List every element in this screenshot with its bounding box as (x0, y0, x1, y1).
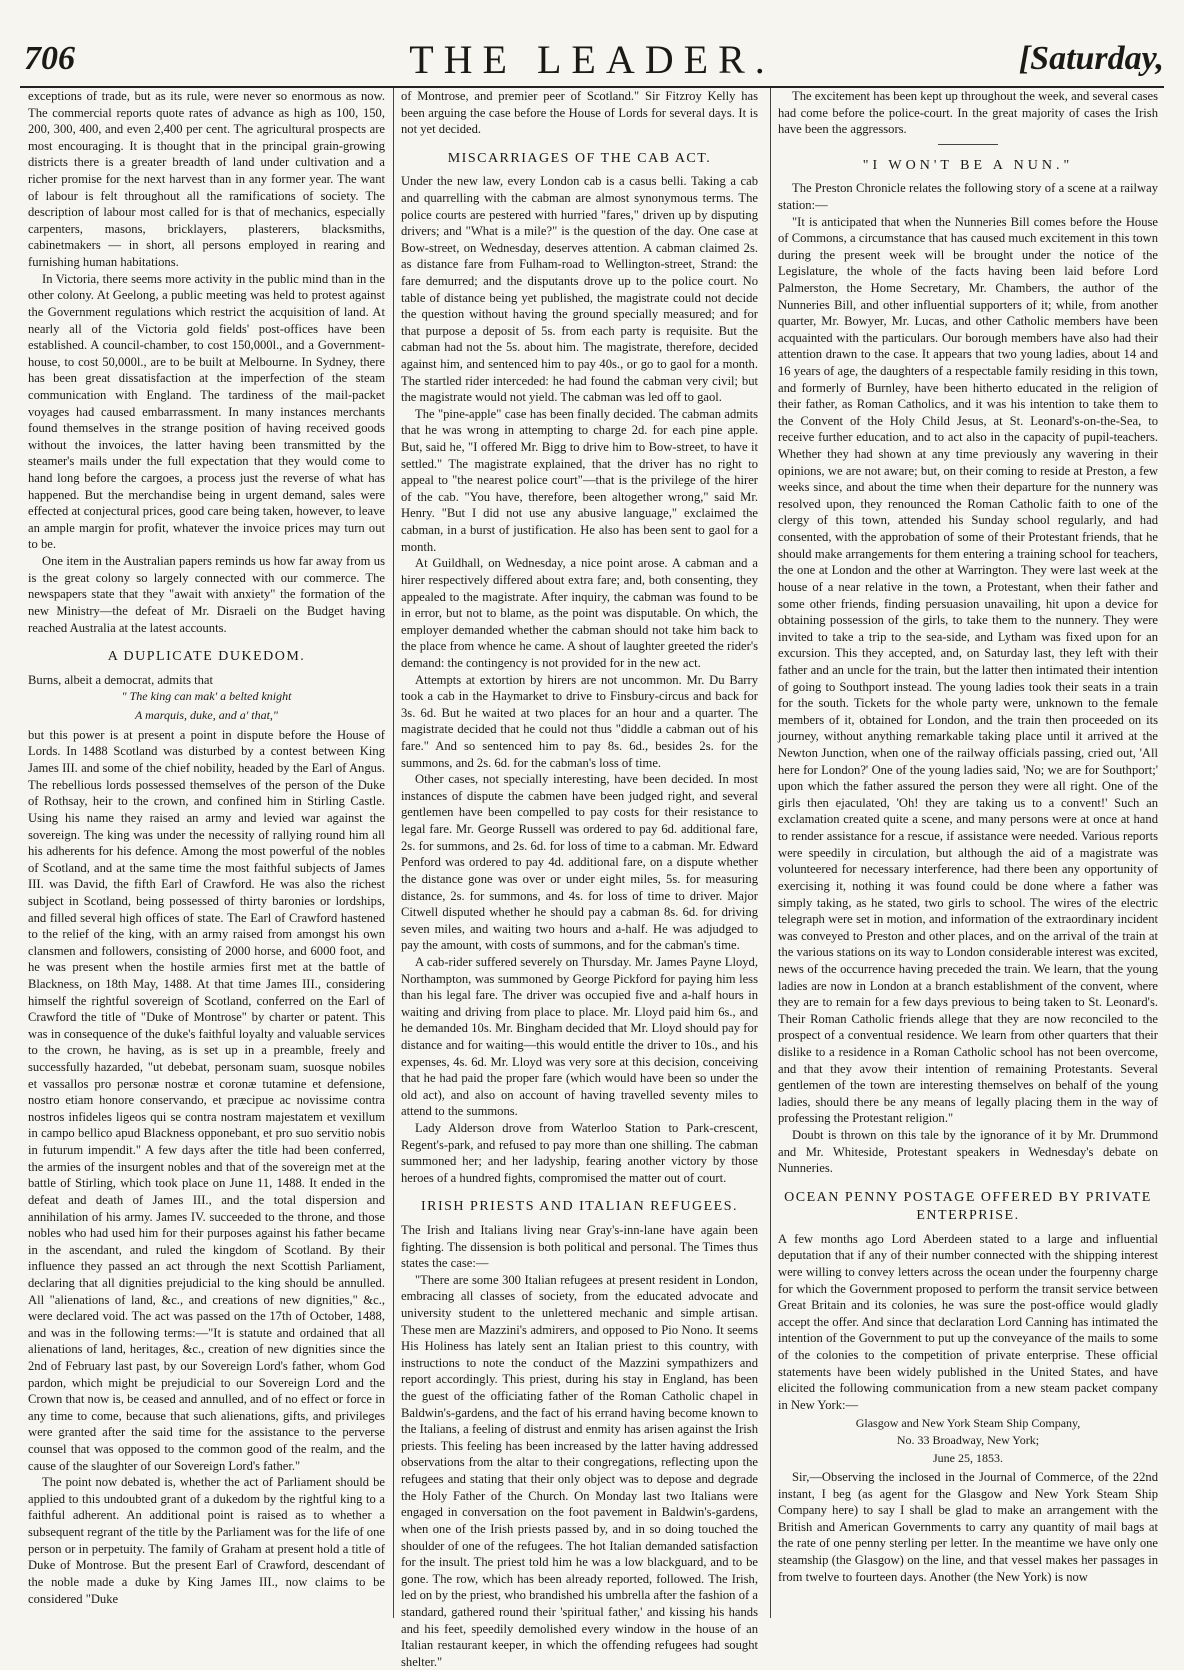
article-heading: MISCARRIAGES OF THE CAB ACT. (447, 150, 712, 166)
column-divider (770, 88, 771, 1618)
paragraph: Attempts at extortion by hirers are not uncommon. Mr. Du Barry took a cab in the Haymarket to drive to Finsbury-circus and back for 3s. 6d. But he waited at two places for an hour and a quarter. The magistrate decided that he could not thus "diddle a cabman out of his fare." And so sentenced him to pay 8s. 6d., besides 2s. for the summons, and 2s. 6d. for the cabman's loss of time. (401, 672, 758, 770)
column-1 (28, 88, 385, 1618)
paragraph: The excitement has been kept up throughout the week, and several cases had come before the police-court. In the great majority of cases the Irish have been the aggressors. (778, 89, 1158, 137)
paragraph: The Irish and Italians living near Gray's-inn-lane have again been fighting. The dissension is both political and personal. The Times thus states the case:— (401, 1222, 758, 1271)
column-2 (401, 88, 758, 1669)
masthead (20, 36, 1164, 88)
newspaper-title: THE LEADER. (409, 37, 775, 82)
address-line: No. 33 Broadway, New York; (896, 1433, 1040, 1448)
article-heading: "I WON'T BE A NUN." (862, 157, 1074, 173)
paragraph: One item in the Australian papers reminds us how far away from us is the great colony so largely connected with our commerce. The newspapers state that they "await with anxiety" the formation of the new Ministry—the defeat of Mr. Disraeli on the Budget having reached Australia at the latest accounts. (28, 554, 385, 635)
paragraph: Sir,—Observing the inclosed in the Journal of Commerce, of the 22nd instant, I beg (as agent for the Glasgow and New York Steam Ship Company here) to say I shall be glad to make an arrangement with the British and American Governments to carry any quantity of mail bags at the rate of one penny sterling per letter. In the meantime we have only one steamship (the Glasgow) on the line, and that vessel makes her passages in from twelve to fourteen days. Another (the New York) is now (778, 1469, 1158, 1584)
paragraph: Other cases, not specially interesting, have been decided. In most instances of dispute the cabmen have been judged right, and several gentlemen have been compelled to pay costs for their resistance to legal fare. Mr. George Russell was ordered to pay 6d. additional fare, 2s. for summons, and 2s. 6d. for loss of time to a cabman. Mr. Edward Penford was ordered to pay 4d. additional fare, on a dispute whether the distance gone was over or under eight miles, 5s. for measuring distance, 2s. for summons, and 4s. for loss of time to driver. Major Citwell disputed whether he should pay a cabman 8s. 6d. for driving seven miles, and waiting two hours and a-half. He was adjudged to pay the amount, with costs of summons, and for the cabman's time. (401, 772, 758, 953)
paragraph: Doubt is thrown on this tale by the ignorance of it by Mr. Drummond and Mr. Whiteside, Protestant speakers in Wednesday's debate on Nunneries. (778, 1128, 1158, 1176)
verse-line: " The king can mak' a belted knight (121, 689, 292, 704)
article-heading: IRISH PRIESTS AND ITALIAN REFUGEES. (420, 1199, 738, 1215)
paragraph: Lady Alderson drove from Waterloo Station to Park-crescent, Regent's-park, and refused to pay more than one shilling. The cabman summoned her; and her ladyship, fearing another victory by those heroes of a hundred fights, compromised the matter out of court. (401, 1121, 758, 1185)
paragraph: In Victoria, there seems more activity in the public mind than in the other colony. At Geelong, a public meeting was held to protest against the Government regulations which restrict the acquisition of land. At nearly all of the Victoria gold fields' post-offices have been established. A council-chamber, to cost 150,000l., and a Government-house, to cost 50,000l., are to be built at Melbourne. In Sydney, there has been great dissatisfaction at the imperfection of the steam communication with England. The tardiness of the mail-packet voyages had caused embarrassment. In many instances merchants found themselves in the strange position of having received goods without the invoices, the latter having been transmitted by the steamer's mails under the full expectation that they would come to hand long before the cargoes, a process just the reverse of what has happened. But the merchandise being in urgent demand, sales were effected at conjectural prices, good care being taken, however, to leave an ample margin for profit, whatever the invoice prices may turn out to be. (28, 271, 385, 552)
paragraph: The "pine-apple" case has been finally decided. The cabman admits that he was wrong in attempting to charge 2d. for each pine apple. But, said he, "I offered Mr. Bigg to drive him to Bow-street, to have it settled." The magistrate explained, that the driver has no right to appeal to "the nearest police court"—that is the privilege of the hirer of the cab. "You have, therefore, been altogether wrong," said Mr. Henry. "But I did not use any abusive language," exclaimed the cabman, in a burst of justification. He also has been sent to gaol for a month. (401, 406, 758, 554)
paragraph: exceptions of trade, but as its rule, were never so enormous as now. The commercial reports quote rates of advance as high as 100, 150, 200, 300, 400, and even 2,400 per cent. The agricultural prospects are most encouraging. It is thought that in the principal grain-growing districts there is a greater breadth of land under cultivation and a richer promise for the next harvest than in any former year. The want of labour is felt throughout all the ramifications of society. The description of labour most called for is that of mechanics, especially carpenters, masons, bricklayers, plasterers, blacksmiths, cabinetmakers — in short, all persons employed in rearing and furnishing human habitations. (28, 89, 385, 270)
paragraph: At Guildhall, on Wednesday, a nice point arose. A cabman and a hirer respectively differed about extra fare; and, both consenting, they appealed to the magistrate. After inquiry, the cabman was found to be in error, but not to blame, as the point was disputable. On which, the employer demanded whether the cabman should not take him back to the place from whence he came. A shout of laughter greeted the rider's demand: the contingency is not provided for in the new act. (401, 556, 758, 670)
paragraph: A few months ago Lord Aberdeen stated to a large and influential deputation that if any of their number connected with the shipping interest were willing to convey letters across the ocean under the fourpenny charge for which the Government proposed to perform the transit service between Great Britain and its colonies, he was sure the post-office would gladly accept the offer. And since that declaration Lord Canning has intimated the intention of the Government to put up the conveyance of the mails to some of the colonies to the competition of private enterprise. These official statements have been widely published in the United States, and have elicited the following communication from a new steam packet company in New York:— (778, 1231, 1158, 1412)
paragraph: A cab-rider suffered severely on Thursday. Mr. James Payne Lloyd, Northampton, was summoned by George Pickford for paying him less than his legal fare. The driver was occupied five and a-half hours in waiting and driving from place to place. Mr. Lloyd paid him 6s., and he demanded 10s. Mr. Bingham decided that Mr. Lloyd should pay for distance and for waiting—this would entitle the driver to 10s., and his expenses, 4s. 6d. Mr. Lloyd was very sore at this decision, conceiving that he had paid the proper fare (which would have been so under the old act), and also on account of having travelled seventy miles to attend to the summons. (401, 954, 758, 1119)
paragraph: but this power is at present a point in dispute before the House of Lords. In 1488 Scotland was disturbed by a contest between King James III. and some of the chief nobility, headed by the Earl of Angus. The rebellious lords possessed themselves of the person of the Duke of Rothsay, heir to the crown, and confined him in Stirling Castle. Using his name they raised an army and levied war against the sovereign. The king was under the necessity of rallying round him all his adherents for his defence. Among the most powerful of the nobles of Scotland, and at the same time the most faithful subjects of James III. was David, the fifth Earl of Crawford. He was also the richest subject in Scotland, being possessed of thirty baronies or lordships, and filled several high offices of state. The Earl of Crawford hastened to the relief of the king, with an army raised from amongst his own clansmen and followers, consisting of 2000 horse, and 6000 foot, and he was present when the hostile armies first met at the battle of Blackness, on 18th May, 1488. At that time James III., considering himself the rightful sovereign of Scotland, conferred on the Earl of Crawford the title of "Duke of Montrose" by charter or patent. This was in consequence of the duke's faithful loyalty and valuable services to the crown, he having, as is set up in a preamble, freely and successfully hazarded, "ut debebat, personam suam, suosque nobiles et vassallos pro personæ nostræ et coronæ tutamine et defensione, nostro etiam honore conservando, et præcipue ac novissime contra nostros infideles ligeos qui se contra nostram majestatem et vexillum in campo bellico apud Blackness opponebant, et pro suo servitio nobis in futurum impendit." A few days after the title had been conferred, the armies of the insurgent nobles and that of the sovereign met at the battle of Stirling, which took place on June 11, 1488. It ended in the defeat and death of James III., and the total dispersion and annihilation of his army. James IV. succeeded to the throne, and those nobles who had used him for their purposes against his father became in the ascendant, and ruled the kingdom of Scotland. By their influence they passed an act through the next Scottish Parliament, declaring that all dignities prejudicial to the king should be annulled. All "alienations of land, &c., and creations of new dignities," &c., were declared void. The act was passed on the 17th of October, 1488, and was in the following terms:—"It is statute and ordained that all alienations of land, heritages, &c., creation of new dignities since the 2nd of February last past, by our Sovereign Lord's father, whom God pardon, which might be prejudicial to our Sovereign Lord and the Crown that now is, be ceased and annulled, and of no effect or force in any time to come, because that such alienations, gifts, and privileges were granted after the said time for the assistance to the perverse counsel that was opposed to the common good of the realm, and the cause of the slaughter of our Sovereign Lord's father." (28, 727, 385, 1473)
paragraph: The point now debated is, whether the act of Parliament should be applied to this undoubted grant of a dukedom by the rightful king to a faithful adherent. An additional point is raised as to whether a subsequent regrant of the title by the Parliament was for the life of one person or in perpetuity. The family of Graham at present hold a title of Duke of Montrose. But the present Earl of Crawford, descendant of the noble made a duke by King James III., now claims to be considered "Duke (28, 1475, 385, 1606)
paragraph: Under the new law, every London cab is a casus belli. Taking a cab and quarrelling with the cabman are almost synonymous terms. The police courts are pestered with hurried "fares," driven up by disputing drivers; and "What is a mile?" is the question of the day. One case at Bow-street, on Wednesday, deserves attention. A cabman claimed 2s. as distance fare from Fulham-road to Wellington-street, Strand: the fare demurred; and the disputants drove up to the police court. No table of distance being yet published, the magistrate could not decide the question without having the ground specially measured; and for that purpose a deposit of 5s. from each party is requisite. But the cabman had not the 5s. about him. The magistrate, therefore, decided against him, and sentenced him to pay 40s., or go to gaol for a month. The startled rider interceded: he had found the cabman very civil; but the magistrate would not yield. The cabman was led off to gaol. (401, 174, 758, 405)
paragraph: "It is anticipated that when the Nunneries Bill comes before the House of Commons, a circumstance that has caused much excitement in this town during the present week will be brought under the notice of the Legislature, the whole of the facts having been laid before Lord Palmerston, the Home Secretary, Mr. Chambers, the author of the Nunneries Bill, and other influential supporters of it; while, from another quarter, Mr. Bowyer, Mr. Lucas, and other Catholic members have been acquainted with the particulars. Our borough members have also had their attention drawn to the case. It appears that two young ladies, about 14 and 16 years of age, the daughters of a respectable family residing in this town, and formerly of Burnley, have been hitherto educated in the religion of their father, as Roman Catholics, and it was his intention to take them to the Convent of the Holy Child Jesus, at St. Leonard's-on-the-Sea, to receive further education, and to act also in the capacity of pupil-teachers. Whether they had shown at any time previously any wavering in their opinions, we are not aware; but, on their coming to reside at Preston, a few weeks since, and about the time when their departure for the nunnery was resolved upon, they renounced the Roman Catholic faith to one of the clergy of this town, attended his Sunday school regularly, and had consented, with the approbation of some of their Protestant friends, that he should make arrangements for them entering a training school for teachers, the one at London and the other at Warrington. They were last week at the house of a near relative in the town, a Protestant, when their father and some other friends, finding persuasion unavailing, hit upon a device for obtaining possession of the girls, to take them to the nunnery. They were invited to take a trip to the sea-side, and Lytham was fixed upon for an excursion. This they accepted, and, on Saturday last, they left with their father and an uncle for the train, but the latter then intimated their intention of going to Southport instead. The young ladies took their seats in a train for the south. Tickets for the whole party were, unknown to the female members of it, obtained for London, and the train then proceeded on its journey, without anything remarkable taking place until it arrived at the Newton Junction, when one of the railway officials passing, cried out, 'All here for London?' One of the young ladies said, 'No; we are for Southport;' upon which the father assured the person they were all right. One of the girls then ejaculated, 'Oh! they are taking us to a convent!' Such an exclamation created quite a scene, and many persons were at once at hand to render assistance for a rescue, if assistance were needed. Various reports were speedily in circulation, but although the aid of a magistrate was volunteered for necessary interference, had there been any opportunity of exercising it, nothing it was found could be done where a father was simply taking, as he stated, two girls to school. The wires of the electric telegraph were set in motion, and information of the extraordinary incident was conveyed to Preston and other places, and on the arrival of the train at the various stations on its way to London considerable interest was excited, news of the occurrence having preceded the train. We learn, that the young ladies are now in London at a branch establishment of the convent, where they are to remain for a few days previous to being taken to St. Leonard's. Their Roman Catholic friends allege that they are now reconciled to the prospect of a conventual residence. We learn from other quarters that their dislike to a residence in a Roman Catholic school has not been overcome, and that they avow their intention of remaining Protestants. Several gentlemen of the town are interesting themselves on behalf of the young ladies, should there be any means of legally placing them in the way of professing the Protestant religion." (778, 214, 1158, 1126)
column-3 (778, 88, 1158, 1618)
paragraph: The Preston Chronicle relates the following story of a scene at a railway station:— (778, 181, 1158, 212)
column-divider (393, 88, 394, 1618)
article-heading: A DUPLICATE DUKEDOM. (107, 649, 306, 665)
address-line: June 25, 1853. (933, 1451, 1003, 1466)
verse-line: A marquis, duke, and a' that," (135, 708, 278, 723)
article-heading: OCEAN PENNY POSTAGE OFFERED BY PRIVATE ENTERPRISE. (784, 1189, 1152, 1224)
page-number: 706 (24, 40, 75, 77)
section-divider (938, 144, 998, 145)
paragraph: "There are some 300 Italian refugees at present resident in London, embracing all classes of society, from the educated advocate and university student to the unlettered mechanic and simple artisan. These men are Mazzini's admirers, and opposed to Pio Nono. It seems His Holiness has lately sent an Italian priest to this country, with instructions to note the conduct of the Mazzini sympathizers and report accordingly. This priest, during his stay in England, has been the guest of the officiating father of the Roman Catholic chapel in Baldwin's-gardens, and the fact of his errand having become known to the Italians, a feeling of distrust and enmity has arisen against the Irish priests. This feeling has been increased by the latter having addressed observations from the altar to their congregations, reflecting upon the refugees and stating that their only object was to depose and degrade the Holy Father of the Church. On Monday last two Italians were engaged in conversation on the foot pavement in Baldwin's-gardens, when one of the Irish priests passed by, and in so doing touched the shoulder of one of the refugees. The hot Italian demanded satisfaction for the insult. The priest told him he was a low blackguard, and to be gone. The row, which has been already reported, followed. The Irish, led on by the priest, who brandished his umbrella after the fashion of a standard, gathered round their 'spiritual father,' and kissing his hands and his feet, speedily demolished every window in the house of an Italian restaurant keeper, in which the offending refugees had sought shelter." (401, 1272, 758, 1669)
paragraph: Burns, albeit a democrat, admits that (28, 672, 214, 687)
day-label: [Saturday, (1018, 40, 1164, 77)
address-line: Glasgow and New York Steam Ship Company, (855, 1415, 1081, 1430)
paragraph: of Montrose, and premier peer of Scotland." Sir Fitzroy Kelly has been arguing the case before the House of Lords for several days. It is not yet decided. (401, 89, 758, 137)
